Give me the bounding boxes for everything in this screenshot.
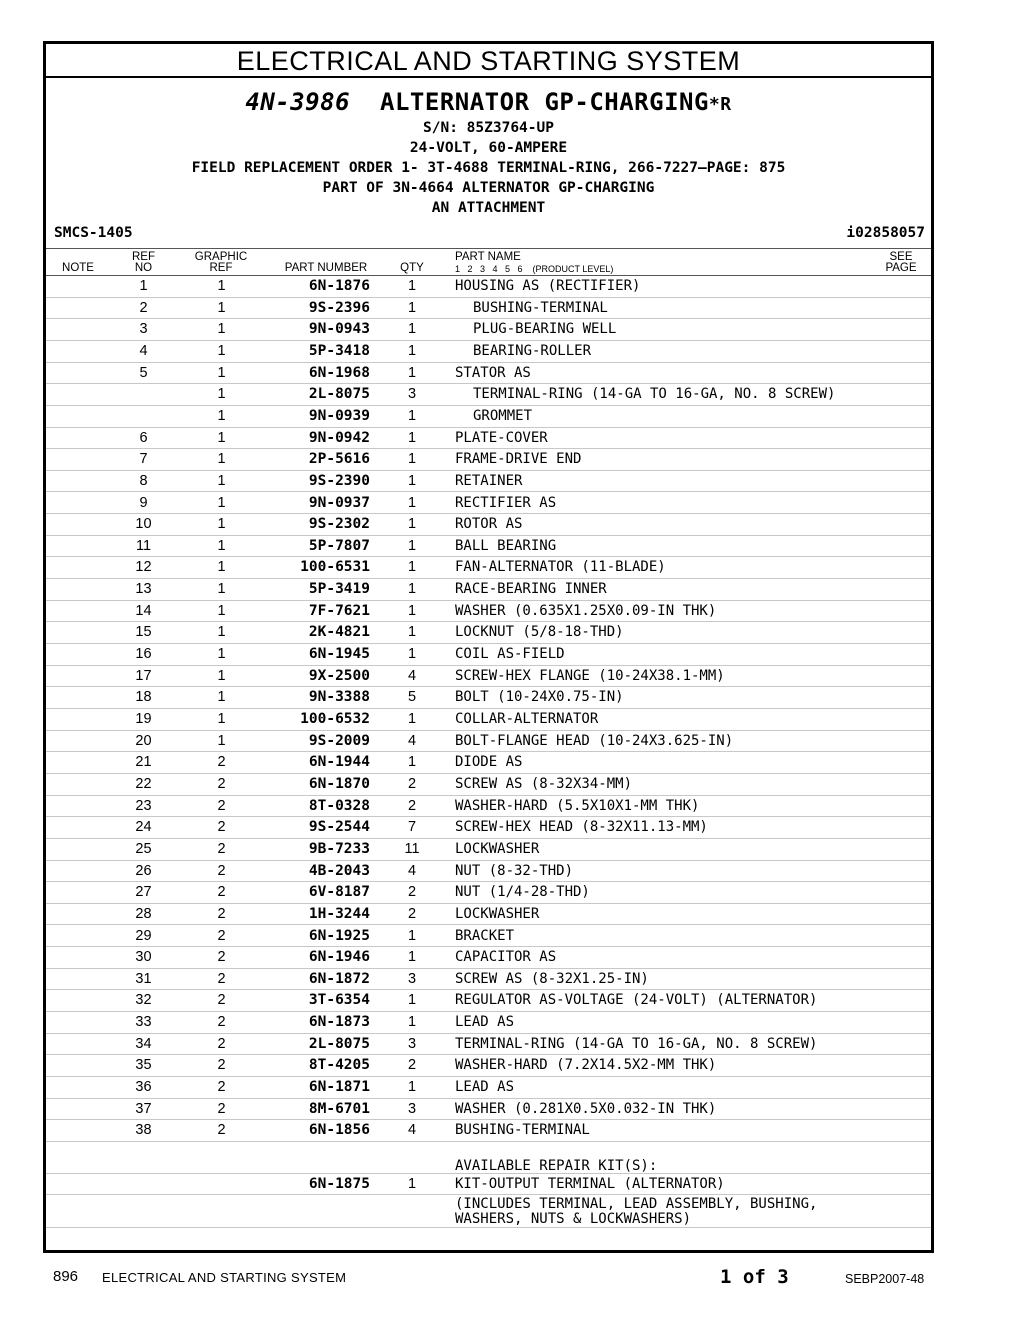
quantity: 4 xyxy=(407,732,417,749)
part-number: 9N-0942 xyxy=(308,429,370,446)
kit-includes-row xyxy=(46,1195,931,1228)
group-title-suffix: *R xyxy=(708,94,732,115)
part-name: BUSHING-TERMINAL xyxy=(473,299,608,316)
graphic-ref: 2 xyxy=(217,1079,226,1096)
part-name: BRACKET xyxy=(455,927,515,944)
col-part-name: PART NAME xyxy=(455,251,521,263)
table-row xyxy=(46,709,931,731)
document-identifier: i02858057 xyxy=(846,225,925,241)
graphic-ref: 2 xyxy=(217,1122,226,1139)
part-number: 6N-1968 xyxy=(308,364,370,381)
table-row xyxy=(46,493,931,515)
graphic-ref: 2 xyxy=(217,754,226,771)
part-number: 4B-2043 xyxy=(308,862,370,879)
part-number: 8T-4205 xyxy=(308,1057,370,1074)
table-row xyxy=(46,428,931,450)
col-part-number: PART NUMBER xyxy=(284,262,368,274)
ref-number: 14 xyxy=(135,602,152,619)
quantity: 1 xyxy=(407,429,417,446)
quantity: 2 xyxy=(407,797,417,814)
graphic-ref: 1 xyxy=(217,667,226,684)
ref-number: 35 xyxy=(135,1057,152,1074)
quantity: 7 xyxy=(407,819,417,836)
part-number: 6N-1856 xyxy=(308,1122,370,1139)
quantity: 1 xyxy=(407,1014,417,1031)
part-name: SCREW AS (8-32X1.25-IN) xyxy=(455,970,649,987)
attachment-line: AN ATTACHMENT xyxy=(431,200,546,216)
quantity: 1 xyxy=(407,559,417,576)
table-row xyxy=(46,514,931,536)
ref-number: 4 xyxy=(139,342,148,359)
part-name: LOCKWASHER xyxy=(455,905,540,922)
table-row xyxy=(46,1099,931,1121)
quantity: 1 xyxy=(407,711,417,727)
kit-part-number: 6N-1875 xyxy=(308,1176,370,1192)
graphic-ref: 1 xyxy=(217,602,226,619)
part-number: 8M-6701 xyxy=(308,1100,370,1117)
quantity: 1 xyxy=(407,494,417,511)
table-row xyxy=(46,990,931,1012)
part-number: 6N-1925 xyxy=(308,927,370,944)
part-number: 6N-1876 xyxy=(308,278,370,294)
ref-number: 12 xyxy=(135,559,152,576)
smcs-code: SMCS-1405 xyxy=(54,225,133,241)
quantity: 1 xyxy=(407,581,417,598)
kit-name: KIT-OUTPUT TERMINAL (ALTERNATOR) xyxy=(455,1176,725,1192)
part-number: 100-6531 xyxy=(300,559,370,576)
part-number: 2L-8075 xyxy=(308,1035,370,1052)
quantity: 1 xyxy=(407,364,417,381)
table-row xyxy=(46,861,931,883)
kit-quantity: 1 xyxy=(407,1176,417,1192)
table-row xyxy=(46,622,931,644)
table-row xyxy=(46,341,931,363)
ref-number: 26 xyxy=(135,862,152,879)
ref-number: 25 xyxy=(135,840,152,857)
part-name: SCREW AS (8-32X34-MM) xyxy=(455,775,633,792)
table-row xyxy=(46,1055,931,1077)
part-number: 2P-5616 xyxy=(308,451,370,468)
parts-page-frame xyxy=(43,41,934,1253)
part-name: BUSHING-TERMINAL xyxy=(455,1122,590,1139)
part-number: 9S-2544 xyxy=(308,819,370,836)
part-name: BOLT (10-24X0.75-IN) xyxy=(455,689,624,706)
graphic-ref: 1 xyxy=(217,342,226,359)
table-row xyxy=(46,1120,931,1142)
part-name: LEAD AS xyxy=(455,1014,515,1031)
table-row xyxy=(46,731,931,753)
ref-number: 18 xyxy=(135,689,152,706)
part-number: 5P-3418 xyxy=(308,342,370,359)
ref-number: 10 xyxy=(135,516,152,533)
part-number: 8T-0328 xyxy=(308,797,370,814)
serial-number: S/N: 85Z3764-UP xyxy=(423,120,554,136)
footer-page-number: 896 xyxy=(53,1268,79,1285)
part-name: WASHER (0.635X1.25X0.09-IN THK) xyxy=(455,602,717,619)
part-number: 1H-3244 xyxy=(308,905,370,922)
ref-number: 8 xyxy=(139,472,148,489)
col-see-top: SEE xyxy=(889,251,913,263)
part-name: FRAME-DRIVE END xyxy=(455,451,582,468)
quantity: 11 xyxy=(404,840,420,857)
quantity: 1 xyxy=(407,927,417,944)
table-row xyxy=(46,536,931,558)
col-ref-top: REF xyxy=(132,251,155,263)
table-row xyxy=(46,882,931,904)
part-number: 3T-6354 xyxy=(308,992,370,1009)
ref-number: 29 xyxy=(135,927,152,944)
ref-number: 9 xyxy=(139,494,148,511)
part-name: HOUSING AS (RECTIFIER) xyxy=(455,278,641,294)
table-row xyxy=(46,774,931,796)
part-number: 6N-1946 xyxy=(308,949,370,966)
quantity: 1 xyxy=(407,624,417,641)
part-number: 5P-7807 xyxy=(308,537,370,554)
col-graphic-bottom: REF xyxy=(209,262,233,274)
graphic-ref: 1 xyxy=(217,689,226,706)
part-number: 9N-3388 xyxy=(308,689,370,706)
table-row xyxy=(46,752,931,774)
ref-number: 17 xyxy=(135,667,152,684)
quantity: 1 xyxy=(407,537,417,554)
graphic-ref: 2 xyxy=(217,949,226,966)
col-qty: QTY xyxy=(400,262,424,274)
ref-number: 27 xyxy=(135,884,152,901)
graphic-ref: 1 xyxy=(217,581,226,598)
part-name: COIL AS-FIELD xyxy=(455,646,565,663)
graphic-ref: 2 xyxy=(217,797,226,814)
quantity: 4 xyxy=(407,667,417,684)
ref-number: 20 xyxy=(135,732,152,749)
column-header-row xyxy=(46,248,931,276)
table-row xyxy=(46,319,931,341)
part-name: NUT (1/4-28-THD) xyxy=(455,884,590,901)
col-see-bottom: PAGE xyxy=(885,262,917,274)
graphic-ref: 1 xyxy=(217,624,226,641)
graphic-ref: 1 xyxy=(217,299,226,316)
part-number: 7F-7621 xyxy=(308,602,370,619)
part-name: NUT (8-32-THD) xyxy=(455,862,574,879)
col-note: NOTE xyxy=(62,262,94,274)
part-name: GROMMET xyxy=(473,407,533,424)
part-number: 9N-0943 xyxy=(308,321,370,338)
table-row xyxy=(46,557,931,579)
table-row xyxy=(46,406,931,428)
group-name: ALTERNATOR GP-CHARGING xyxy=(380,88,709,116)
part-name: RETAINER xyxy=(455,472,523,489)
ref-number: 36 xyxy=(135,1079,152,1096)
part-number: 9N-0937 xyxy=(308,494,370,511)
ref-number: 3 xyxy=(139,321,148,338)
part-name: FAN-ALTERNATOR (11-BLADE) xyxy=(455,559,666,576)
graphic-ref: 1 xyxy=(217,364,226,381)
part-name: RECTIFIER AS xyxy=(455,494,557,511)
kit-row xyxy=(46,1174,931,1195)
group-part-number: 4N-3986 xyxy=(245,88,351,116)
table-row xyxy=(46,449,931,471)
ref-number: 34 xyxy=(135,1035,152,1052)
graphic-ref: 1 xyxy=(217,646,226,663)
part-name: WASHER-HARD (5.5X10X1-MM THK) xyxy=(455,797,700,814)
quantity: 1 xyxy=(407,949,417,966)
quantity: 1 xyxy=(407,321,417,338)
table-row xyxy=(46,471,931,493)
graphic-ref: 1 xyxy=(217,711,226,727)
part-number: 9S-2390 xyxy=(308,472,370,489)
ref-number: 37 xyxy=(135,1100,152,1117)
part-of-line: PART OF 3N-4664 ALTERNATOR GP-CHARGING xyxy=(322,180,655,196)
quantity: 1 xyxy=(407,407,417,424)
graphic-ref: 2 xyxy=(217,840,226,857)
table-row xyxy=(46,363,931,385)
table-row xyxy=(46,384,931,406)
ref-number: 19 xyxy=(135,711,152,727)
part-number: 9N-0939 xyxy=(308,407,370,424)
table-row xyxy=(46,969,931,991)
graphic-ref: 2 xyxy=(217,862,226,879)
part-name: LEAD AS xyxy=(455,1079,515,1096)
graphic-ref: 1 xyxy=(217,429,226,446)
kit-heading: AVAILABLE REPAIR KIT(S): xyxy=(455,1158,658,1174)
col-graphic-top: GRAPHIC xyxy=(194,251,248,263)
part-name: TERMINAL-RING (14-GA TO 16-GA, NO. 8 SCREW) xyxy=(473,386,836,403)
part-number: 5P-3419 xyxy=(308,581,370,598)
graphic-ref: 1 xyxy=(217,472,226,489)
graphic-ref: 2 xyxy=(217,1035,226,1052)
quantity: 2 xyxy=(407,884,417,901)
part-number: 2K-4821 xyxy=(308,624,370,641)
part-name: SCREW-HEX HEAD (8-32X11.13-MM) xyxy=(455,819,708,836)
quantity: 1 xyxy=(407,278,417,294)
graphic-ref: 1 xyxy=(217,278,226,294)
graphic-ref: 1 xyxy=(217,321,226,338)
part-number: 9S-2009 xyxy=(308,732,370,749)
quantity: 1 xyxy=(407,754,417,771)
part-number: 6N-1870 xyxy=(308,775,370,792)
graphic-ref: 1 xyxy=(217,407,226,424)
ref-number: 22 xyxy=(135,775,152,792)
spec-line: 24-VOLT, 60-AMPERE xyxy=(409,140,568,156)
ref-number: 2 xyxy=(139,299,148,316)
quantity: 1 xyxy=(407,472,417,489)
part-number: 6N-1871 xyxy=(308,1079,370,1096)
part-name: SCREW-HEX FLANGE (10-24X38.1-MM) xyxy=(455,667,725,684)
section-title: ELECTRICAL AND STARTING SYSTEM xyxy=(46,44,931,78)
quantity: 1 xyxy=(407,602,417,619)
part-number: 6N-1944 xyxy=(308,754,370,771)
table-row xyxy=(46,687,931,709)
ref-number: 31 xyxy=(135,970,152,987)
table-row xyxy=(46,926,931,948)
table-row xyxy=(46,839,931,861)
ref-number: 13 xyxy=(135,581,152,598)
ref-number: 24 xyxy=(135,819,152,836)
part-name: STATOR AS xyxy=(455,364,531,381)
graphic-ref: 1 xyxy=(217,386,226,403)
part-number: 9B-7233 xyxy=(308,840,370,857)
part-number: 6N-1945 xyxy=(308,646,370,663)
field-replacement-line: FIELD REPLACEMENT ORDER 1- 3T-4688 TERMINAL-RING, 266-7227—PAGE: 875 xyxy=(191,160,786,176)
ref-number: 32 xyxy=(135,992,152,1009)
part-number: 2L-8075 xyxy=(308,386,370,403)
part-name: BOLT-FLANGE HEAD (10-24X3.625-IN) xyxy=(455,732,734,749)
part-name: COLLAR-ALTERNATOR xyxy=(455,711,599,727)
quantity: 2 xyxy=(407,905,417,922)
table-row xyxy=(46,276,931,298)
part-name: ROTOR AS xyxy=(455,516,523,533)
table-row xyxy=(46,796,931,818)
part-number: 100-6532 xyxy=(300,711,370,727)
quantity: 1 xyxy=(407,451,417,468)
graphic-ref: 2 xyxy=(217,775,226,792)
graphic-ref: 2 xyxy=(217,927,226,944)
part-name: PLUG-BEARING WELL xyxy=(473,321,617,338)
part-name: WASHER (0.281X0.5X0.032-IN THK) xyxy=(455,1100,717,1117)
graphic-ref: 1 xyxy=(217,451,226,468)
kit-includes-line-2: WASHERS, NUTS & LOCKWASHERS) xyxy=(455,1211,692,1227)
ref-number: 7 xyxy=(139,451,148,468)
graphic-ref: 1 xyxy=(217,732,226,749)
ref-number: 6 xyxy=(139,429,148,446)
graphic-ref: 2 xyxy=(217,819,226,836)
quantity: 1 xyxy=(407,342,417,359)
ref-number: 33 xyxy=(135,1014,152,1031)
part-name: LOCKWASHER xyxy=(455,840,540,857)
part-number: 9S-2396 xyxy=(308,299,370,316)
table-row xyxy=(46,644,931,666)
table-row xyxy=(46,579,931,601)
table-row xyxy=(46,947,931,969)
part-name: REGULATOR AS-VOLTAGE (24-VOLT) (ALTERNATOR) xyxy=(455,992,818,1009)
part-number: 9X-2500 xyxy=(308,667,370,684)
ref-number: 16 xyxy=(135,646,152,663)
part-number: 9S-2302 xyxy=(308,516,370,533)
table-row xyxy=(46,1034,931,1056)
part-name: CAPACITOR AS xyxy=(455,949,557,966)
table-row xyxy=(46,1077,931,1099)
quantity: 4 xyxy=(407,862,417,879)
quantity: 3 xyxy=(407,1100,417,1117)
col-product-level: 1 2 3 4 5 6 (PRODUCT LEVEL) xyxy=(455,264,614,274)
part-name: DIODE AS xyxy=(455,754,523,771)
table-row xyxy=(46,601,931,623)
kit-includes-line-1: (INCLUDES TERMINAL, LEAD ASSEMBLY, BUSHING, xyxy=(455,1196,818,1212)
part-name: BEARING-ROLLER xyxy=(473,342,592,359)
table-row xyxy=(46,904,931,926)
part-number: 6N-1873 xyxy=(308,1014,370,1031)
ref-number: 21 xyxy=(135,754,152,771)
part-name: BALL BEARING xyxy=(455,537,557,554)
quantity: 1 xyxy=(407,992,417,1009)
graphic-ref: 1 xyxy=(217,559,226,576)
graphic-ref: 2 xyxy=(217,1057,226,1074)
footer-document-number: SEBP2007-48 xyxy=(845,1272,925,1286)
quantity: 5 xyxy=(407,689,417,706)
ref-number: 11 xyxy=(135,537,152,554)
quantity: 1 xyxy=(407,516,417,533)
part-number: 6N-1872 xyxy=(308,970,370,987)
part-name: LOCKNUT (5/8-18-THD) xyxy=(455,624,624,641)
table-row xyxy=(46,666,931,688)
quantity: 3 xyxy=(407,386,417,403)
quantity: 4 xyxy=(407,1122,417,1139)
ref-number: 38 xyxy=(135,1122,152,1139)
table-row xyxy=(46,1012,931,1034)
part-name: RACE-BEARING INNER xyxy=(455,581,607,598)
part-name: WASHER-HARD (7.2X14.5X2-MM THK) xyxy=(455,1057,717,1074)
graphic-ref: 1 xyxy=(217,516,226,533)
ref-number: 30 xyxy=(135,949,152,966)
ref-number: 5 xyxy=(139,364,148,381)
graphic-ref: 2 xyxy=(217,905,226,922)
graphic-ref: 2 xyxy=(217,884,226,901)
table-row xyxy=(46,817,931,839)
graphic-ref: 1 xyxy=(217,537,226,554)
ref-number: 28 xyxy=(135,905,152,922)
graphic-ref: 2 xyxy=(217,992,226,1009)
graphic-ref: 2 xyxy=(217,1100,226,1117)
quantity: 1 xyxy=(407,1079,417,1096)
kit-heading-row xyxy=(46,1142,931,1174)
footer-section-name: ELECTRICAL AND STARTING SYSTEM xyxy=(102,1270,347,1285)
group-title xyxy=(46,88,931,116)
ref-number: 15 xyxy=(135,624,152,641)
quantity: 3 xyxy=(407,970,417,987)
table-row xyxy=(46,298,931,320)
ref-number: 23 xyxy=(135,797,152,814)
graphic-ref: 2 xyxy=(217,1014,226,1031)
footer-page-of: 1 of 3 xyxy=(720,1266,789,1288)
quantity: 1 xyxy=(407,299,417,316)
graphic-ref: 1 xyxy=(217,494,226,511)
graphic-ref: 2 xyxy=(217,970,226,987)
ref-number: 1 xyxy=(139,278,148,294)
part-number: 6V-8187 xyxy=(308,884,370,901)
col-ref-bottom: NO xyxy=(134,262,153,274)
part-name: PLATE-COVER xyxy=(455,429,548,446)
quantity: 2 xyxy=(407,775,417,792)
quantity: 1 xyxy=(407,646,417,663)
quantity: 2 xyxy=(407,1057,417,1074)
part-name: TERMINAL-RING (14-GA TO 16-GA, NO. 8 SCREW) xyxy=(455,1035,818,1052)
quantity: 3 xyxy=(407,1035,417,1052)
